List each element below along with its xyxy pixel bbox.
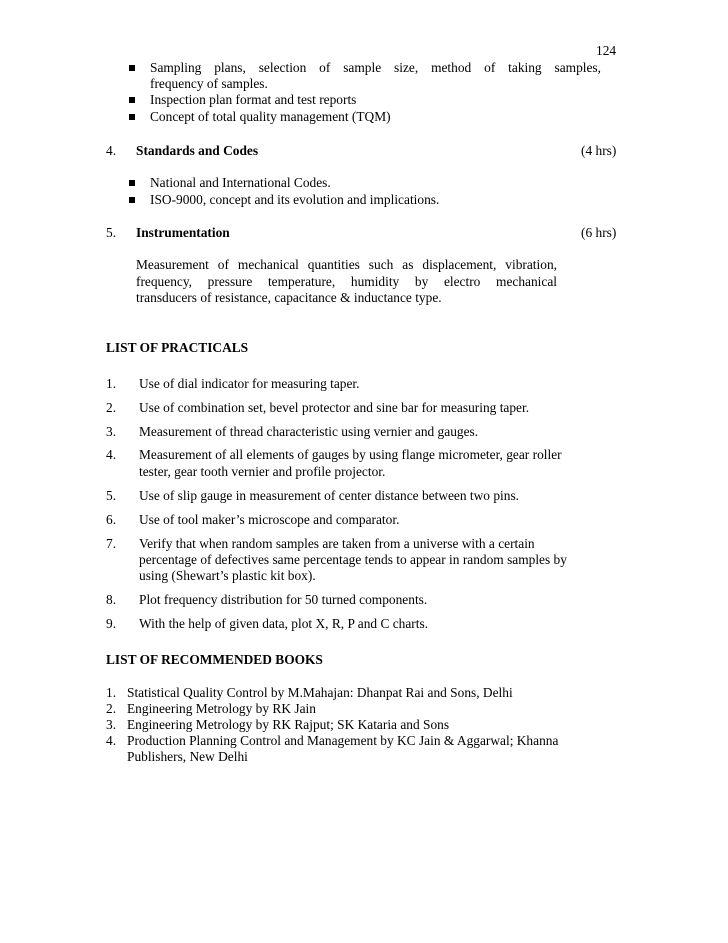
square-bullet-icon (129, 197, 135, 203)
paragraph-line: transducers of resistance, capacitance & inductance type. (136, 290, 442, 305)
list-item-text: Statistical Quality Control by M.Mahajan: Dhanpat Rai and Sons, Delhi (127, 685, 513, 700)
paragraph-line: Measurement of mechanical quantities such as displacement, vibration, (136, 257, 557, 272)
list-item-text: Engineering Metrology by RK Rajput; SK Kataria and Sons (127, 717, 450, 732)
section-number: 5. (106, 225, 117, 240)
list-item-text: Measurement of thread characteristic using vernier and gauges. (139, 424, 479, 439)
list-item-number: 6. (106, 512, 117, 527)
square-bullet-icon (129, 114, 135, 120)
section-heading: LIST OF RECOMMENDED BOOKS (106, 652, 323, 667)
section-title: Instrumentation (136, 225, 230, 240)
list-item-text: percentage of defectives same percentage tends to appear in random samples by (139, 552, 567, 567)
list-item-text: Production Planning Control and Management by KC Jain & Aggarwal; Khanna (127, 733, 559, 748)
square-bullet-icon (129, 180, 135, 186)
list-item-number: 3. (106, 424, 117, 439)
list-item-text: Sampling plans, selection of sample size, method of taking samples, (150, 60, 601, 75)
list-item-number: 8. (106, 592, 117, 607)
list-item-text: Plot frequency distribution for 50 turned components. (139, 592, 428, 607)
list-item-number: 7. (106, 536, 117, 551)
list-item-text: Engineering Metrology by RK Jain (127, 701, 316, 716)
list-item-text: Use of slip gauge in measurement of center distance between two pins. (139, 488, 520, 503)
list-item-text: Use of combination set, bevel protector and sine bar for measuring taper. (139, 400, 530, 415)
paragraph-line: frequency, pressure temperature, humidity by electro mechanical (136, 274, 557, 289)
list-item-number: 2. (106, 701, 117, 716)
list-item-number: 3. (106, 717, 117, 732)
section-title: Standards and Codes (136, 143, 259, 158)
list-item-text: Verify that when random samples are taken from a universe with a certain (139, 536, 535, 551)
list-item-text: frequency of samples. (150, 76, 268, 91)
list-item-text: Measurement of all elements of gauges by using flange micrometer, gear roller (139, 447, 562, 462)
list-item-number: 1. (106, 685, 117, 700)
list-item-number: 2. (106, 400, 117, 415)
list-item-number: 5. (106, 488, 117, 503)
section-heading: LIST OF PRACTICALS (106, 340, 249, 355)
page-number: 124 (596, 43, 617, 58)
square-bullet-icon (129, 65, 135, 71)
list-item-text: With the help of given data, plot X, R, P and C charts. (139, 616, 429, 631)
list-item-text: tester, gear tooth vernier and profile projector. (139, 464, 386, 479)
list-item-number: 1. (106, 376, 117, 391)
section-hours: (6 hrs) (581, 225, 617, 240)
list-item-text: using (Shewart’s plastic kit box). (139, 568, 316, 583)
list-item-text: Concept of total quality management (TQM) (150, 109, 391, 124)
section-hours: (4 hrs) (581, 143, 617, 158)
list-item-text: Use of tool maker’s microscope and comparator. (139, 512, 400, 527)
list-item-text: Publishers, New Delhi (127, 749, 248, 764)
section-number: 4. (106, 143, 117, 158)
square-bullet-icon (129, 97, 135, 103)
list-item-number: 4. (106, 733, 117, 748)
list-item-number: 9. (106, 616, 117, 631)
list-item-number: 4. (106, 447, 117, 462)
list-item-text: National and International Codes. (150, 175, 331, 190)
list-item-text: Use of dial indicator for measuring taper. (139, 376, 360, 391)
list-item-text: ISO-9000, concept and its evolution and implications. (150, 192, 440, 207)
list-item-text: Inspection plan format and test reports (150, 92, 357, 107)
